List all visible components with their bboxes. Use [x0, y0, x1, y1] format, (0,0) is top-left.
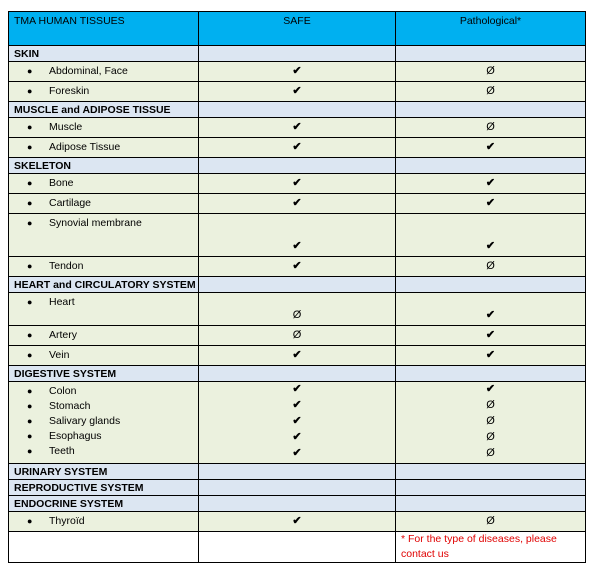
pathological-cell — [396, 138, 586, 158]
check-icon: ✔ — [485, 141, 496, 153]
footnote-text: * For the type of diseases, please contact us — [396, 532, 586, 563]
tissue-cell — [9, 62, 199, 82]
check-icon: ✔ — [485, 240, 496, 252]
tissue-label: Adipose Tissue — [49, 141, 121, 153]
bullet-icon: ● — [27, 178, 33, 188]
safe-cell — [199, 257, 396, 277]
category-safe-cell — [199, 366, 396, 382]
safe-cell — [199, 512, 396, 532]
safe-cell — [199, 382, 396, 464]
tissue-label: Synovial membrane — [49, 217, 142, 229]
safe-cell — [199, 346, 396, 366]
tissue-cell — [9, 138, 199, 158]
bullet-icon: ● — [27, 446, 33, 456]
category-safe-cell — [199, 158, 396, 174]
bullet-icon: ● — [27, 122, 33, 132]
category-name: SKIN — [9, 46, 199, 62]
null-icon: Ø — [486, 447, 495, 459]
tissue-entry — [27, 384, 198, 399]
tissue-cell — [9, 174, 199, 194]
bullet-icon: ● — [27, 516, 33, 526]
tissue-entry — [27, 84, 198, 99]
null-icon: Ø — [486, 85, 495, 97]
tissue-row — [9, 293, 586, 326]
category-safe-cell — [199, 102, 396, 118]
tissue-label: Muscle — [49, 121, 83, 133]
tissue-entry — [27, 348, 198, 363]
check-icon: ✔ — [292, 431, 302, 443]
category-path-cell — [396, 102, 586, 118]
category-path-cell — [396, 366, 586, 382]
pathological-cell — [396, 82, 586, 102]
safe-cell — [199, 138, 396, 158]
bullet-icon: ● — [27, 401, 33, 411]
category-path-cell — [396, 277, 586, 293]
bullet-icon: ● — [27, 416, 33, 426]
category-path-cell — [396, 158, 586, 174]
category-row — [9, 366, 586, 382]
category-path-cell — [396, 46, 586, 62]
footnote-row — [9, 532, 586, 563]
bullet-icon: ● — [27, 261, 33, 271]
safe-cell — [199, 214, 396, 257]
null-icon: Ø — [486, 121, 495, 133]
category-name: ENDOCRINE SYSTEM — [9, 496, 199, 512]
header-pathological: Pathological* — [396, 12, 586, 46]
check-icon: ✔ — [292, 197, 302, 209]
tissue-label: Tendon — [49, 260, 84, 272]
category-row — [9, 46, 586, 62]
tissue-row — [9, 326, 586, 346]
check-icon: ✔ — [292, 515, 302, 527]
bullet-icon: ● — [27, 86, 33, 96]
safe-cell — [199, 194, 396, 214]
bullet-icon: ● — [27, 66, 33, 76]
bullet-icon: ● — [27, 142, 33, 152]
check-icon: ✔ — [485, 329, 496, 341]
tissue-label: Vein — [49, 349, 70, 361]
tissue-row — [9, 194, 586, 214]
check-icon: ✔ — [292, 65, 302, 77]
tissue-cell — [9, 512, 199, 532]
bullet-icon: ● — [27, 218, 33, 228]
tissue-table — [8, 11, 586, 563]
category-path-cell — [396, 480, 586, 496]
check-icon: ✔ — [485, 197, 496, 209]
category-row — [9, 464, 586, 480]
category-name: DIGESTIVE SYSTEM — [9, 366, 199, 382]
category-row — [9, 102, 586, 118]
check-icon: ✔ — [485, 177, 496, 189]
tissue-entry — [27, 120, 198, 135]
footnote-empty-cell — [9, 532, 199, 563]
category-row — [9, 480, 586, 496]
table-header — [9, 12, 586, 46]
null-icon: Ø — [486, 515, 495, 527]
tissue-row — [9, 62, 586, 82]
tissue-entry — [27, 216, 198, 231]
check-icon: ✔ — [292, 260, 302, 272]
category-safe-cell — [199, 464, 396, 480]
pathological-cell — [396, 62, 586, 82]
pathological-cell — [396, 214, 586, 257]
category-safe-cell — [199, 496, 396, 512]
tissue-cell — [9, 214, 199, 257]
pathological-cell — [396, 346, 586, 366]
tissue-entry — [27, 140, 198, 155]
check-icon: ✔ — [292, 349, 302, 361]
footnote-empty-cell — [199, 532, 396, 563]
tissue-label: Abdominal, Face — [49, 65, 128, 77]
tissue-entry — [27, 429, 198, 444]
check-icon: ✔ — [485, 383, 496, 395]
tissue-row — [9, 346, 586, 366]
category-row — [9, 496, 586, 512]
bullet-icon: ● — [27, 198, 33, 208]
tissue-entry — [27, 328, 198, 343]
tissue-entry — [27, 514, 198, 529]
pathological-cell — [396, 326, 586, 346]
category-name: MUSCLE and ADIPOSE TISSUE — [9, 102, 199, 118]
bullet-icon: ● — [27, 431, 33, 441]
tissue-row — [9, 214, 586, 257]
tissue-label: Salivary glands — [49, 415, 121, 427]
tissue-cell — [9, 82, 199, 102]
check-icon: ✔ — [292, 85, 302, 97]
tissue-label: Stomach — [49, 400, 91, 412]
tissue-label: Teeth — [49, 445, 75, 457]
category-row — [9, 277, 586, 293]
null-icon: Ø — [486, 260, 495, 272]
tissue-cell — [9, 257, 199, 277]
safe-cell — [199, 82, 396, 102]
category-name: REPRODUCTIVE SYSTEM — [9, 480, 199, 496]
check-icon: ✔ — [292, 447, 302, 459]
tissue-label: Heart — [49, 296, 75, 308]
category-safe-cell — [199, 277, 396, 293]
tissue-entry — [27, 64, 198, 79]
pathological-cell — [396, 194, 586, 214]
tissue-label: Esophagus — [49, 430, 102, 442]
tissue-entry — [27, 444, 198, 459]
check-icon: ✔ — [485, 309, 496, 321]
null-icon: Ø — [486, 431, 495, 443]
safe-cell — [199, 174, 396, 194]
bullet-icon: ● — [27, 297, 33, 307]
check-icon: ✔ — [292, 415, 302, 427]
tissue-cell — [9, 118, 199, 138]
pathological-cell — [396, 174, 586, 194]
tissue-label: Foreskin — [49, 85, 90, 97]
tissue-cell — [9, 382, 199, 464]
null-icon: Ø — [486, 399, 495, 411]
tissue-row — [9, 82, 586, 102]
safe-cell — [199, 62, 396, 82]
header-safe: SAFE — [199, 12, 396, 46]
tissue-row — [9, 174, 586, 194]
tissue-row — [9, 257, 586, 277]
tissue-label: Artery — [49, 329, 78, 341]
tissue-cell — [9, 326, 199, 346]
tissue-label: Cartilage — [49, 197, 92, 209]
check-icon: ✔ — [485, 349, 496, 361]
safe-cell — [199, 293, 396, 326]
tissue-entry — [27, 295, 198, 310]
tissue-label: Thyroïd — [49, 515, 85, 527]
pathological-cell — [396, 512, 586, 532]
tissue-cell — [9, 194, 199, 214]
tissue-entry — [27, 414, 198, 429]
category-path-cell — [396, 464, 586, 480]
tissue-entry — [27, 259, 198, 274]
check-icon: ✔ — [292, 121, 302, 133]
tissue-row — [9, 138, 586, 158]
category-safe-cell — [199, 46, 396, 62]
tissue-entry — [27, 176, 198, 191]
safe-cell — [199, 118, 396, 138]
pathological-cell — [396, 293, 586, 326]
category-safe-cell — [199, 480, 396, 496]
tissue-label: Colon — [49, 385, 77, 397]
check-icon: ✔ — [292, 383, 302, 395]
check-icon: ✔ — [292, 141, 302, 153]
tissue-entry — [27, 196, 198, 211]
tissue-cell — [9, 346, 199, 366]
tissue-label: Bone — [49, 177, 74, 189]
bullet-icon: ● — [27, 330, 33, 340]
check-icon: ✔ — [292, 177, 302, 189]
null-icon: Ø — [486, 65, 495, 77]
category-name: URINARY SYSTEM — [9, 464, 199, 480]
tissue-row — [9, 512, 586, 532]
null-icon: Ø — [486, 415, 495, 427]
pathological-cell — [396, 118, 586, 138]
tissue-row — [9, 118, 586, 138]
bullet-icon: ● — [27, 350, 33, 360]
category-name: HEART and CIRCULATORY SYSTEM — [9, 277, 199, 293]
check-icon: ✔ — [292, 240, 302, 252]
category-row — [9, 158, 586, 174]
null-icon: Ø — [292, 309, 302, 321]
pathological-cell — [396, 382, 586, 464]
check-icon: ✔ — [292, 399, 302, 411]
tissue-cell — [9, 293, 199, 326]
safe-cell — [199, 326, 396, 346]
tissue-entry — [27, 399, 198, 414]
header-tissues: TMA HUMAN TISSUES — [9, 12, 199, 46]
category-name: SKELETON — [9, 158, 199, 174]
pathological-cell — [396, 257, 586, 277]
null-icon: Ø — [292, 329, 302, 341]
tissue-row — [9, 382, 586, 464]
bullet-icon: ● — [27, 386, 33, 396]
category-path-cell — [396, 496, 586, 512]
